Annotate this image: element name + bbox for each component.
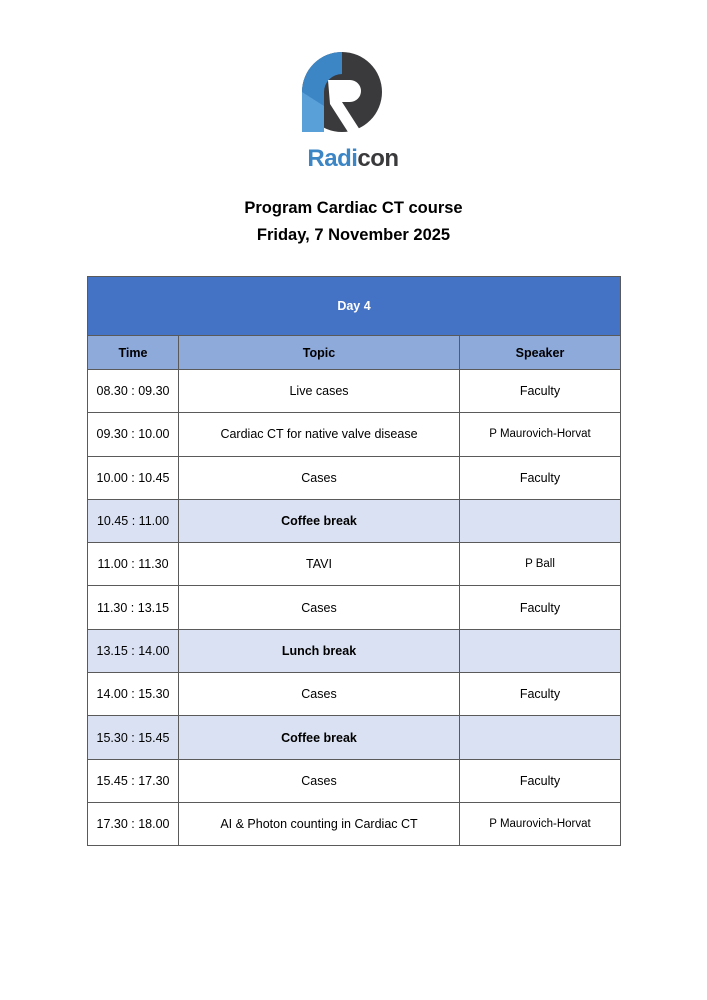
topic-cell: Live cases bbox=[179, 370, 460, 413]
column-header-topic: Topic bbox=[179, 336, 460, 370]
table-row bbox=[88, 673, 621, 716]
time-cell: 11.00 : 11.30 bbox=[88, 543, 179, 586]
radicon-logo bbox=[298, 52, 408, 177]
program-title: Program Cardiac CT course bbox=[244, 199, 463, 217]
topic-cell: Coffee break bbox=[179, 499, 460, 542]
time-cell: 08.30 : 09.30 bbox=[88, 370, 179, 413]
topic-cell: Coffee break bbox=[179, 716, 460, 759]
speaker-cell: P Maurovich-Horvat bbox=[460, 802, 621, 845]
speaker-cell: Faculty bbox=[460, 586, 621, 629]
table-row-break bbox=[88, 499, 621, 542]
table-row bbox=[88, 370, 621, 413]
time-cell: 10.00 : 10.45 bbox=[88, 456, 179, 499]
topic-cell: Cardiac CT for native valve disease bbox=[179, 413, 460, 456]
logo-text-con: con bbox=[357, 145, 399, 172]
speaker-cell: Faculty bbox=[460, 456, 621, 499]
table-row bbox=[88, 543, 621, 586]
schedule-table bbox=[87, 276, 621, 846]
table-row bbox=[88, 759, 621, 802]
speaker-cell bbox=[460, 499, 621, 542]
table-row-break bbox=[88, 716, 621, 759]
table-row bbox=[88, 456, 621, 499]
topic-cell: AI & Photon counting in Cardiac CT bbox=[179, 802, 460, 845]
column-header-speaker: Speaker bbox=[460, 336, 621, 370]
time-cell: 17.30 : 18.00 bbox=[88, 802, 179, 845]
speaker-cell bbox=[460, 716, 621, 759]
program-date: Friday, 7 November 2025 bbox=[256, 226, 451, 244]
time-cell: 10.45 : 11.00 bbox=[88, 499, 179, 542]
topic-cell: Cases bbox=[179, 759, 460, 802]
topic-cell: Cases bbox=[179, 673, 460, 716]
table-row bbox=[88, 413, 621, 456]
column-header-time: Time bbox=[88, 336, 179, 370]
speaker-cell bbox=[460, 629, 621, 672]
day-header: Day 4 bbox=[88, 277, 621, 336]
topic-cell: Cases bbox=[179, 586, 460, 629]
speaker-cell: Faculty bbox=[460, 673, 621, 716]
speaker-cell: Faculty bbox=[460, 759, 621, 802]
time-cell: 15.45 : 17.30 bbox=[88, 759, 179, 802]
topic-cell: Lunch break bbox=[179, 629, 460, 672]
table-row-break bbox=[88, 629, 621, 672]
time-cell: 15.30 : 15.45 bbox=[88, 716, 179, 759]
column-header-row bbox=[88, 336, 621, 370]
table-row bbox=[88, 586, 621, 629]
speaker-cell: Faculty bbox=[460, 370, 621, 413]
radicon-logo-wordmark bbox=[298, 144, 408, 174]
time-cell: 09.30 : 10.00 bbox=[88, 413, 179, 456]
speaker-cell: P Ball bbox=[460, 543, 621, 586]
topic-cell: Cases bbox=[179, 456, 460, 499]
day-header-row bbox=[88, 277, 621, 336]
time-cell: 11.30 : 13.15 bbox=[88, 586, 179, 629]
topic-cell: TAVI bbox=[179, 543, 460, 586]
time-cell: 14.00 : 15.30 bbox=[88, 673, 179, 716]
speaker-cell: P Maurovich-Horvat bbox=[460, 413, 621, 456]
table-row bbox=[88, 802, 621, 845]
logo-text-radi: Radi bbox=[307, 145, 358, 172]
radicon-logo-mark bbox=[298, 52, 408, 142]
time-cell: 13.15 : 14.00 bbox=[88, 629, 179, 672]
